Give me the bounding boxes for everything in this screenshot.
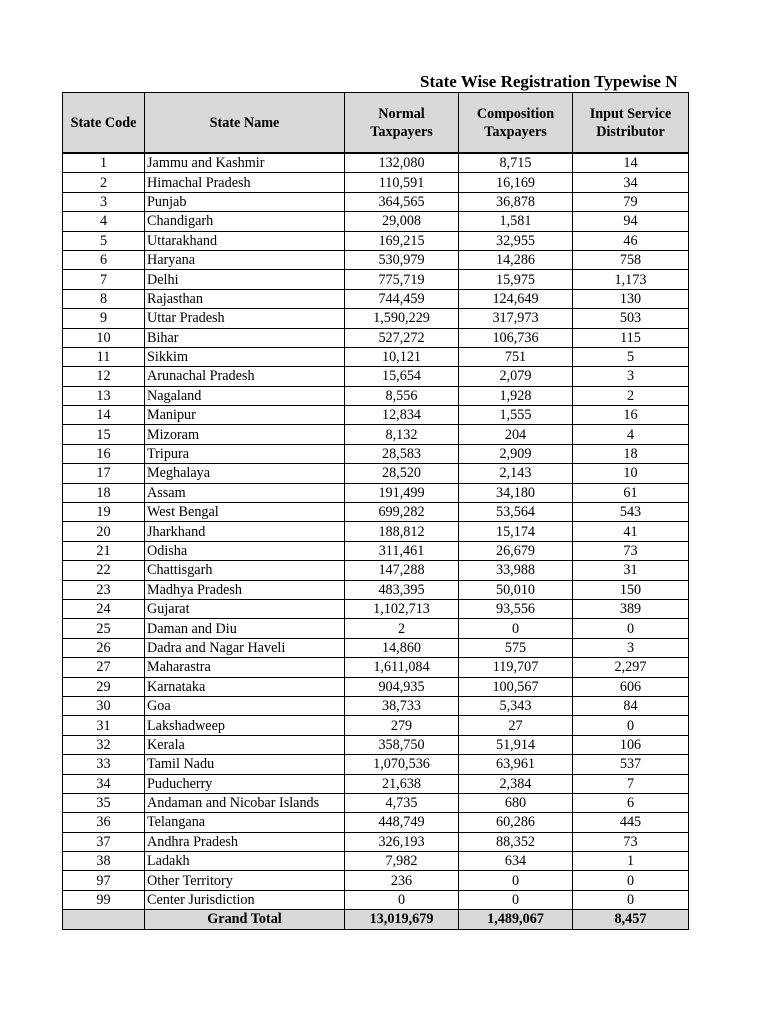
normal-taxpayers-cell: 8,556 <box>345 386 459 405</box>
composition-taxpayers-cell: 8,715 <box>459 153 573 173</box>
normal-taxpayers-cell: 7,982 <box>345 852 459 871</box>
table-row <box>63 871 689 890</box>
normal-taxpayers-cell: 2 <box>345 619 459 638</box>
normal-taxpayers-cell: 4,735 <box>345 793 459 812</box>
input-service-distributor-cell: 543 <box>573 503 689 522</box>
state-code-cell: 13 <box>63 386 145 405</box>
state-name-cell: Daman and Diu <box>145 619 345 638</box>
composition-taxpayers-cell: 27 <box>459 716 573 735</box>
normal-taxpayers-cell: 28,520 <box>345 464 459 483</box>
composition-taxpayers-cell: 124,649 <box>459 289 573 308</box>
composition-taxpayers-cell: 2,909 <box>459 444 573 463</box>
grand-total-row <box>63 910 689 929</box>
state-code-cell: 97 <box>63 871 145 890</box>
state-code-cell: 35 <box>63 793 145 812</box>
input-service-distributor-cell: 94 <box>573 212 689 231</box>
state-code-cell: 23 <box>63 580 145 599</box>
normal-taxpayers-cell: 188,812 <box>345 522 459 541</box>
table-row <box>63 580 689 599</box>
table-row <box>63 406 689 425</box>
state-name-cell: Nagaland <box>145 386 345 405</box>
normal-taxpayers-cell: 448,749 <box>345 813 459 832</box>
state-code-cell: 17 <box>63 464 145 483</box>
normal-taxpayers-cell: 12,834 <box>345 406 459 425</box>
input-service-distributor-cell: 18 <box>573 444 689 463</box>
state-code-cell: 12 <box>63 367 145 386</box>
state-name-cell: Sikkim <box>145 347 345 366</box>
state-name-cell: Telangana <box>145 813 345 832</box>
composition-taxpayers-cell: 2,143 <box>459 464 573 483</box>
composition-taxpayers-cell: 51,914 <box>459 735 573 754</box>
input-service-distributor-cell: 606 <box>573 677 689 696</box>
composition-taxpayers-cell: 15,174 <box>459 522 573 541</box>
state-name-cell: Andaman and Nicobar Islands <box>145 793 345 812</box>
input-service-distributor-cell: 115 <box>573 328 689 347</box>
normal-taxpayers-cell: 1,070,536 <box>345 755 459 774</box>
table-row <box>63 328 689 347</box>
normal-taxpayers-cell: 21,638 <box>345 774 459 793</box>
state-code-cell: 8 <box>63 289 145 308</box>
composition-taxpayers-cell: 60,286 <box>459 813 573 832</box>
header-composition-line2: Taxpayers <box>484 123 547 140</box>
header-composition-line1: Composition <box>476 105 555 122</box>
state-name-cell: Andhra Pradesh <box>145 832 345 851</box>
normal-taxpayers-cell: 326,193 <box>345 832 459 851</box>
state-name-cell: Manipur <box>145 406 345 425</box>
normal-taxpayers-cell: 28,583 <box>345 444 459 463</box>
state-name-cell: Bihar <box>145 328 345 347</box>
input-service-distributor-cell: 537 <box>573 755 689 774</box>
state-name-cell: Other Territory <box>145 871 345 890</box>
table-body <box>63 153 689 910</box>
table-row <box>63 813 689 832</box>
input-service-distributor-cell: 1 <box>573 852 689 871</box>
input-service-distributor-cell: 445 <box>573 813 689 832</box>
composition-taxpayers-cell: 1,928 <box>459 386 573 405</box>
normal-taxpayers-cell: 38,733 <box>345 696 459 715</box>
state-code-cell: 24 <box>63 599 145 618</box>
table-row <box>63 464 689 483</box>
state-name-cell: Puducherry <box>145 774 345 793</box>
state-code-cell: 99 <box>63 890 145 909</box>
normal-taxpayers-cell: 699,282 <box>345 503 459 522</box>
state-name-cell: Jharkhand <box>145 522 345 541</box>
state-name-cell: Lakshadweep <box>145 716 345 735</box>
composition-taxpayers-cell: 88,352 <box>459 832 573 851</box>
normal-taxpayers-cell: 527,272 <box>345 328 459 347</box>
state-name-cell: Haryana <box>145 250 345 269</box>
state-code-cell: 5 <box>63 231 145 250</box>
input-service-distributor-cell: 150 <box>573 580 689 599</box>
state-code-cell: 7 <box>63 270 145 289</box>
table-row <box>63 716 689 735</box>
input-service-distributor-cell: 41 <box>573 522 689 541</box>
table-row <box>63 541 689 560</box>
normal-taxpayers-cell: 530,979 <box>345 250 459 269</box>
table-row <box>63 793 689 812</box>
normal-taxpayers-cell: 1,590,229 <box>345 309 459 328</box>
composition-taxpayers-cell: 204 <box>459 425 573 444</box>
state-name-cell: Center Jurisdiction <box>145 890 345 909</box>
composition-taxpayers-cell: 34,180 <box>459 483 573 502</box>
grand-total-composition: 1,489,067 <box>459 910 573 929</box>
input-service-distributor-cell: 10 <box>573 464 689 483</box>
table-row <box>63 386 689 405</box>
table-row <box>63 270 689 289</box>
composition-taxpayers-cell: 16,169 <box>459 173 573 192</box>
table-row <box>63 677 689 696</box>
state-code-cell: 6 <box>63 250 145 269</box>
state-code-cell: 4 <box>63 212 145 231</box>
composition-taxpayers-cell: 15,975 <box>459 270 573 289</box>
grand-total-label: Grand Total <box>145 910 345 929</box>
normal-taxpayers-cell: 15,654 <box>345 367 459 386</box>
normal-taxpayers-cell: 279 <box>345 716 459 735</box>
composition-taxpayers-cell: 0 <box>459 890 573 909</box>
input-service-distributor-cell: 34 <box>573 173 689 192</box>
table-row <box>63 696 689 715</box>
normal-taxpayers-cell: 14,860 <box>345 638 459 657</box>
normal-taxpayers-cell: 110,591 <box>345 173 459 192</box>
composition-taxpayers-cell: 100,567 <box>459 677 573 696</box>
state-name-cell: Chattisgarh <box>145 561 345 580</box>
composition-taxpayers-cell: 317,973 <box>459 309 573 328</box>
header-normal-taxpayers <box>345 93 459 154</box>
table-row <box>63 503 689 522</box>
state-name-cell: Madhya Pradesh <box>145 580 345 599</box>
composition-taxpayers-cell: 36,878 <box>459 192 573 211</box>
composition-taxpayers-cell: 575 <box>459 638 573 657</box>
state-code-cell: 30 <box>63 696 145 715</box>
state-name-cell: Chandigarh <box>145 212 345 231</box>
state-name-cell: Uttar Pradesh <box>145 309 345 328</box>
composition-taxpayers-cell: 1,555 <box>459 406 573 425</box>
input-service-distributor-cell: 0 <box>573 890 689 909</box>
state-code-cell: 32 <box>63 735 145 754</box>
state-code-cell: 21 <box>63 541 145 560</box>
input-service-distributor-cell: 0 <box>573 619 689 638</box>
state-name-cell: Mizoram <box>145 425 345 444</box>
composition-taxpayers-cell: 50,010 <box>459 580 573 599</box>
table-row <box>63 599 689 618</box>
composition-taxpayers-cell: 2,384 <box>459 774 573 793</box>
grand-total-code-cell <box>63 910 145 929</box>
input-service-distributor-cell: 106 <box>573 735 689 754</box>
state-code-cell: 1 <box>63 153 145 173</box>
table-row <box>63 522 689 541</box>
state-code-cell: 19 <box>63 503 145 522</box>
table-row <box>63 483 689 502</box>
composition-taxpayers-cell: 634 <box>459 852 573 871</box>
table-row <box>63 638 689 657</box>
table-row <box>63 212 689 231</box>
table-row <box>63 347 689 366</box>
input-service-distributor-cell: 758 <box>573 250 689 269</box>
normal-taxpayers-cell: 1,611,084 <box>345 658 459 677</box>
state-code-cell: 25 <box>63 619 145 638</box>
table-row <box>63 832 689 851</box>
table-row <box>63 890 689 909</box>
state-name-cell: Maharastra <box>145 658 345 677</box>
state-code-cell: 31 <box>63 716 145 735</box>
normal-taxpayers-cell: 775,719 <box>345 270 459 289</box>
state-code-cell: 11 <box>63 347 145 366</box>
state-code-cell: 22 <box>63 561 145 580</box>
composition-taxpayers-cell: 1,581 <box>459 212 573 231</box>
state-code-cell: 15 <box>63 425 145 444</box>
state-code-cell: 26 <box>63 638 145 657</box>
state-code-cell: 18 <box>63 483 145 502</box>
table-row <box>63 250 689 269</box>
input-service-distributor-cell: 16 <box>573 406 689 425</box>
normal-taxpayers-cell: 904,935 <box>345 677 459 696</box>
table-row <box>63 231 689 250</box>
input-service-distributor-cell: 130 <box>573 289 689 308</box>
normal-taxpayers-cell: 0 <box>345 890 459 909</box>
input-service-distributor-cell: 4 <box>573 425 689 444</box>
normal-taxpayers-cell: 29,008 <box>345 212 459 231</box>
normal-taxpayers-cell: 132,080 <box>345 153 459 173</box>
state-code-cell: 33 <box>63 755 145 774</box>
header-state-name: State Name <box>145 93 345 154</box>
state-name-cell: Jammu and Kashmir <box>145 153 345 173</box>
state-code-cell: 9 <box>63 309 145 328</box>
header-normal-line2: Taxpayers <box>370 123 433 140</box>
normal-taxpayers-cell: 358,750 <box>345 735 459 754</box>
table-row <box>63 444 689 463</box>
composition-taxpayers-cell: 5,343 <box>459 696 573 715</box>
input-service-distributor-cell: 0 <box>573 871 689 890</box>
input-service-distributor-cell: 31 <box>573 561 689 580</box>
state-code-cell: 34 <box>63 774 145 793</box>
input-service-distributor-cell: 0 <box>573 716 689 735</box>
table-row <box>63 425 689 444</box>
state-name-cell: Gujarat <box>145 599 345 618</box>
input-service-distributor-cell: 14 <box>573 153 689 173</box>
header-state-code: State Code <box>63 93 145 154</box>
state-code-cell: 27 <box>63 658 145 677</box>
grand-total-normal: 13,019,679 <box>345 910 459 929</box>
header-isd-line2: Distributor <box>596 123 665 140</box>
input-service-distributor-cell: 6 <box>573 793 689 812</box>
normal-taxpayers-cell: 191,499 <box>345 483 459 502</box>
table-row <box>63 735 689 754</box>
state-code-cell: 2 <box>63 173 145 192</box>
state-code-cell: 16 <box>63 444 145 463</box>
composition-taxpayers-cell: 0 <box>459 619 573 638</box>
input-service-distributor-cell: 2,297 <box>573 658 689 677</box>
table-row <box>63 774 689 793</box>
input-service-distributor-cell: 46 <box>573 231 689 250</box>
normal-taxpayers-cell: 744,459 <box>345 289 459 308</box>
input-service-distributor-cell: 73 <box>573 541 689 560</box>
input-service-distributor-cell: 3 <box>573 638 689 657</box>
normal-taxpayers-cell: 483,395 <box>345 580 459 599</box>
composition-taxpayers-cell: 53,564 <box>459 503 573 522</box>
normal-taxpayers-cell: 236 <box>345 871 459 890</box>
input-service-distributor-cell: 73 <box>573 832 689 851</box>
input-service-distributor-cell: 61 <box>573 483 689 502</box>
state-name-cell: Assam <box>145 483 345 502</box>
normal-taxpayers-cell: 147,288 <box>345 561 459 580</box>
table-row <box>63 852 689 871</box>
state-name-cell: Dadra and Nagar Haveli <box>145 638 345 657</box>
table-row <box>63 173 689 192</box>
registration-table <box>62 92 689 930</box>
state-name-cell: Karnataka <box>145 677 345 696</box>
normal-taxpayers-cell: 169,215 <box>345 231 459 250</box>
page-title: State Wise Registration Typewise N <box>420 72 678 91</box>
state-code-cell: 14 <box>63 406 145 425</box>
header-row <box>63 93 689 154</box>
table-row <box>63 367 689 386</box>
state-code-cell: 38 <box>63 852 145 871</box>
state-name-cell: Ladakh <box>145 852 345 871</box>
normal-taxpayers-cell: 8,132 <box>345 425 459 444</box>
state-code-cell: 3 <box>63 192 145 211</box>
input-service-distributor-cell: 389 <box>573 599 689 618</box>
composition-taxpayers-cell: 680 <box>459 793 573 812</box>
header-composition-taxpayers <box>459 93 573 154</box>
composition-taxpayers-cell: 0 <box>459 871 573 890</box>
state-name-cell: Tripura <box>145 444 345 463</box>
state-code-cell: 37 <box>63 832 145 851</box>
normal-taxpayers-cell: 311,461 <box>345 541 459 560</box>
state-name-cell: Kerala <box>145 735 345 754</box>
composition-taxpayers-cell: 32,955 <box>459 231 573 250</box>
input-service-distributor-cell: 84 <box>573 696 689 715</box>
state-code-cell: 20 <box>63 522 145 541</box>
table-row <box>63 309 689 328</box>
state-name-cell: Goa <box>145 696 345 715</box>
state-name-cell: Punjab <box>145 192 345 211</box>
composition-taxpayers-cell: 14,286 <box>459 250 573 269</box>
composition-taxpayers-cell: 63,961 <box>459 755 573 774</box>
table-row <box>63 153 689 173</box>
state-code-cell: 29 <box>63 677 145 696</box>
table-row <box>63 755 689 774</box>
input-service-distributor-cell: 503 <box>573 309 689 328</box>
composition-taxpayers-cell: 26,679 <box>459 541 573 560</box>
state-code-cell: 36 <box>63 813 145 832</box>
input-service-distributor-cell: 7 <box>573 774 689 793</box>
composition-taxpayers-cell: 2,079 <box>459 367 573 386</box>
state-name-cell: Delhi <box>145 270 345 289</box>
table-row <box>63 658 689 677</box>
table-row <box>63 289 689 308</box>
state-name-cell: Tamil Nadu <box>145 755 345 774</box>
normal-taxpayers-cell: 364,565 <box>345 192 459 211</box>
input-service-distributor-cell: 5 <box>573 347 689 366</box>
header-input-service-distributor <box>573 93 689 154</box>
header-normal-line1: Normal <box>378 105 425 122</box>
normal-taxpayers-cell: 10,121 <box>345 347 459 366</box>
composition-taxpayers-cell: 751 <box>459 347 573 366</box>
input-service-distributor-cell: 1,173 <box>573 270 689 289</box>
state-name-cell: Himachal Pradesh <box>145 173 345 192</box>
state-name-cell: West Bengal <box>145 503 345 522</box>
normal-taxpayers-cell: 1,102,713 <box>345 599 459 618</box>
state-name-cell: Arunachal Pradesh <box>145 367 345 386</box>
composition-taxpayers-cell: 33,988 <box>459 561 573 580</box>
input-service-distributor-cell: 3 <box>573 367 689 386</box>
composition-taxpayers-cell: 93,556 <box>459 599 573 618</box>
input-service-distributor-cell: 2 <box>573 386 689 405</box>
input-service-distributor-cell: 79 <box>573 192 689 211</box>
header-isd-line1: Input Service <box>589 105 672 122</box>
grand-total-isd: 8,457 <box>573 910 689 929</box>
table-row <box>63 561 689 580</box>
composition-taxpayers-cell: 119,707 <box>459 658 573 677</box>
state-name-cell: Odisha <box>145 541 345 560</box>
table-row <box>63 619 689 638</box>
state-name-cell: Rajasthan <box>145 289 345 308</box>
state-name-cell: Uttarakhand <box>145 231 345 250</box>
table-row <box>63 192 689 211</box>
state-code-cell: 10 <box>63 328 145 347</box>
state-name-cell: Meghalaya <box>145 464 345 483</box>
composition-taxpayers-cell: 106,736 <box>459 328 573 347</box>
